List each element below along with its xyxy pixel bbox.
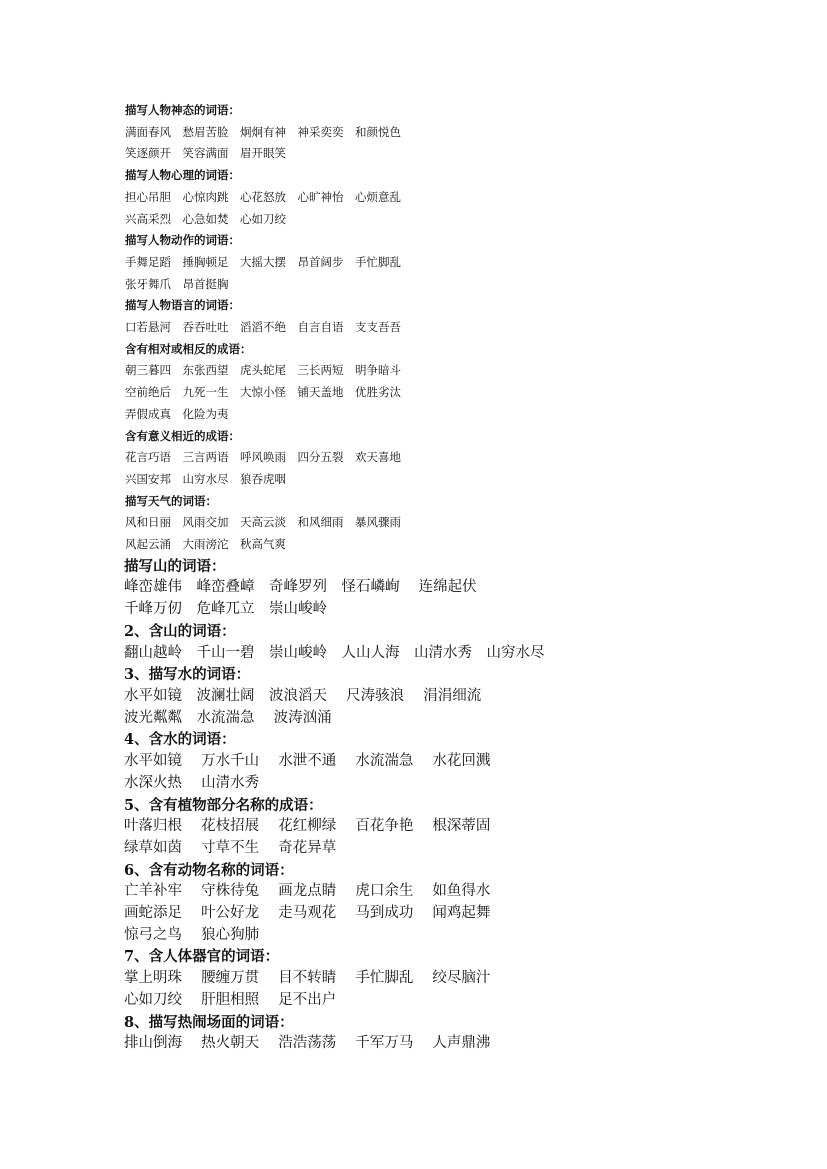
word-row: 水平如镜 波澜壮阔 波浪滔天 尺涛骇浪 涓涓细流 [124, 687, 482, 704]
section [125, 491, 765, 556]
word-row: 朝三暮四 东张西望 虎头蛇尾 三长两短 明争暗斗 [125, 363, 401, 378]
section-heading: 含有意义相近的成语： [125, 428, 240, 443]
section [124, 664, 765, 729]
section-heading: 3、描写水的词语： [124, 666, 251, 684]
section-heading: 含有相对或相反的成语： [125, 341, 252, 356]
section-heading: 描写山的词语： [124, 557, 226, 575]
word-row: 绿草如茵 寸草不生 奇花异草 [124, 839, 337, 856]
word-row: 千峰万仞 危峰兀立 崇山峻岭 [124, 601, 327, 618]
document-page [125, 100, 765, 1055]
section-heading: 7、含人体器官的词语： [124, 948, 280, 966]
section-heading: 8、描写热闹场面的词语： [124, 1013, 294, 1031]
section-heading: 4、含水的词语： [124, 731, 236, 749]
section-heading: 描写人物动作的词语： [125, 233, 240, 248]
section [124, 946, 765, 1011]
section-heading: 2、含山的词语： [124, 622, 236, 640]
section [124, 556, 765, 621]
word-row: 空前绝后 九死一生 大惊小怪 铺天盖地 优胜劣汰 [125, 385, 401, 400]
section [124, 860, 765, 947]
section [125, 100, 765, 165]
word-row: 翻山越岭 千山一碧 崇山峻岭 人山人海 山清水秀 山穷水尽 [124, 644, 545, 661]
word-row: 排山倒海 热火朝天 浩浩荡荡 千军万马 人声鼎沸 [124, 1035, 491, 1052]
word-row: 掌上明珠 腰缠万贯 目不转睛 手忙脚乱 绞尽脑汁 [124, 970, 491, 987]
word-row: 担心吊胆 心惊肉跳 心花怒放 心旷神怡 心烦意乱 [125, 189, 401, 204]
small-print-sections [125, 100, 765, 556]
section [124, 621, 765, 664]
word-row: 笑逐颜开 笑容满面 眉开眼笑 [125, 146, 286, 161]
word-row: 口若悬河 吞吞吐吐 滔滔不绝 自言自语 支支吾吾 [125, 320, 401, 335]
word-row: 风起云涌 大雨滂沱 秋高气爽 [125, 537, 286, 552]
word-row: 亡羊补牢 守株待兔 画龙点睛 虎口余生 如鱼得水 [124, 883, 491, 900]
section [125, 339, 765, 426]
section [124, 729, 765, 794]
word-row: 兴高采烈 心急如焚 心如刀绞 [125, 211, 286, 226]
word-row: 画蛇添足 叶公好龙 走马观花 马到成功 闻鸡起舞 [124, 905, 491, 922]
section [125, 426, 765, 491]
large-print-sections [124, 556, 765, 1055]
section-heading: 5、含有植物部分名称的成语： [124, 796, 323, 814]
section [124, 1012, 765, 1055]
word-row: 叶落归根 花枝招展 花红柳绿 百花争艳 根深蒂固 [124, 818, 491, 835]
section [124, 795, 765, 860]
word-row: 峰峦雄伟 峰峦叠嶂 奇峰罗列 怪石嶙峋 连绵起伏 [124, 579, 477, 596]
section-heading: 6、含有动物名称的词语： [124, 861, 294, 879]
word-row: 水平如镜 万水千山 水泄不通 水流湍急 水花回溅 [124, 753, 491, 770]
section [125, 295, 765, 338]
word-row: 手舞足蹈 捶胸顿足 大摇大摆 昂首阔步 手忙脚乱 [125, 254, 401, 269]
word-row: 弄假成真 化险为夷 [125, 406, 229, 421]
section-heading: 描写人物心理的词语： [125, 168, 240, 183]
section-heading: 描写天气的词语： [125, 493, 217, 508]
word-row: 波光粼粼 水流湍急 波涛汹涌 [124, 709, 332, 726]
section [125, 230, 765, 295]
word-row: 惊弓之鸟 狼心狗肺 [124, 926, 260, 943]
word-row: 兴国安邦 山穷水尽 狼吞虎咽 [125, 471, 286, 486]
word-row: 心如刀绞 肝胆相照 足不出户 [124, 991, 337, 1008]
section-heading: 描写人物语言的词语： [125, 298, 240, 313]
word-row: 水深火热 山清水秀 [124, 774, 260, 791]
section-heading: 描写人物神态的词语： [125, 103, 240, 117]
word-row: 满面春风 愁眉苦脸 炯炯有神 神采奕奕 和颜悦色 [125, 124, 401, 139]
word-row: 花言巧语 三言两语 呼风唤雨 四分五裂 欢天喜地 [125, 450, 401, 465]
word-row: 风和日丽 风雨交加 天高云淡 和风细雨 暴风骤雨 [125, 515, 401, 530]
section [125, 165, 765, 230]
word-row: 张牙舞爪 昂首挺胸 [125, 276, 229, 291]
